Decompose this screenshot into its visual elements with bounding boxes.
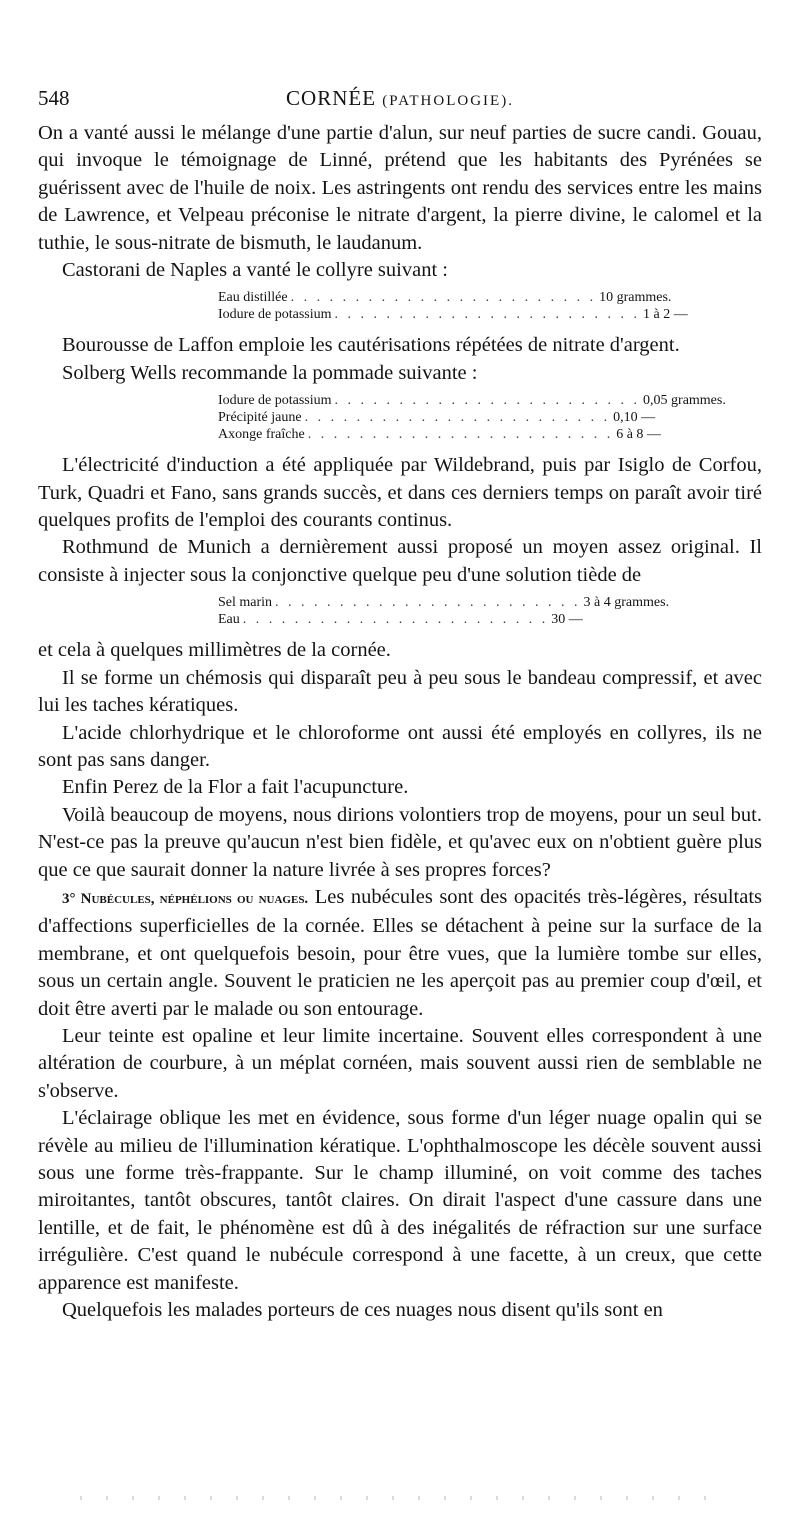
recipe-row: Précipité jaune . . . . . . . . . . . . . . . . . . . . . . . . 0,10 — <box>218 409 598 426</box>
paragraph: L'électricité d'induction a été appliquée par Wildebrand, puis par Isiglo de Corfou, Turk, Quadri et Fano, sans grands succès, et dans ces derniers temps on paraît avoir tiré quelques profits de l'emploi des courants continus. <box>38 454 762 532</box>
paragraph: Castorani de Naples a vanté le collyre suivant : <box>62 259 448 282</box>
recipe-row: Eau . . . . . . . . . . . . . . . . . . . . . . . . 30 — <box>218 611 598 628</box>
ingredient-quantity: 0,05 grammes. <box>643 393 726 409</box>
recipe-rothmund <box>218 594 670 628</box>
page-body <box>38 120 762 1324</box>
ingredient-quantity: 1 à 2 — <box>643 307 688 323</box>
section-paragraph <box>38 884 762 1023</box>
recipe-row: Iodure de potassium . . . . . . . . . . . . . . . . . . . . . . . . 1 à 2 — <box>218 306 598 323</box>
ingredient-name: Eau <box>218 612 240 628</box>
section-heading: 3° Nubécules, néphélions ou nuages. <box>62 890 309 907</box>
ingredient-name: Eau distillée <box>218 290 288 306</box>
paragraph: Rothmund de Munich a dernièrement aussi proposé un moyen assez original. Il consiste à injecter sous la conjonctive quelque peu d'une solution tiède de <box>38 536 762 586</box>
paragraph: Quelquefois les malades porteurs de ces nuages nous disent qu'ils sont en <box>62 1299 663 1322</box>
paragraph: Enfin Perez de la Flor a fait l'acupuncture. <box>62 776 409 799</box>
ingredient-name: Iodure de potassium <box>218 307 332 323</box>
paragraph: L'éclairage oblique les met en évidence, sous forme d'un léger nuage opalin qui se révèle au milieu de l'illumination kératique. L'ophthalmoscope les décèle souvent aussi sous une forme très-frappante. Sur le champ illuminé, on voit comme des taches miroitantes, tantôt obscures, tantôt claires. On dirait l'aspect d'une cassure dans une lentille, et de fait, le phénomène est dû à des inégalités de réfraction sur une surface irrégulière. C'est quand le nubécule correspond à une facette, à un creux, que cette apparence est manifeste. <box>38 1107 762 1294</box>
running-title-main: CORNÉE <box>286 86 377 110</box>
recipe-row: Axonge fraîche . . . . . . . . . . . . . . . . . . . . . . . . 6 à 8 — <box>218 426 598 443</box>
page-header <box>38 86 762 114</box>
ingredient-quantity: 6 à 8 — <box>616 427 661 443</box>
paragraph: Voilà beaucoup de moyens, nous dirions volontiers trop de moyens, pour un seul but. N'est-ce pas la preuve qu'aucun n'est bien fidèle, et qu'avec eux on n'obtient guère plus que ce que saurait donner la nature livrée à ses propres forces? <box>38 803 762 881</box>
paragraph: Leur teinte est opaline et leur limite incertaine. Souvent elles correspondent à une altération de courbure, à un méplat cornéen, mais souvent aussi rien de semblable ne s'observe. <box>38 1024 762 1102</box>
ingredient-name: Axonge fraîche <box>218 427 305 443</box>
paragraph: Il se forme un chémosis qui disparaît peu à peu sous le bandeau compressif, et avec lui les taches kératiques. <box>38 666 762 717</box>
paragraph: L'acide chlorhydrique et le chloroforme ont aussi été employés en collyres, ils ne sont pas sans danger. <box>38 721 762 771</box>
section-text: Les nubécules sont des opacités très-légères, résultats d'affections superficielles de la cornée. Elles se détachent à peine sur la surface de la membrane, et ont quelquefois besoin, pour être vues, que la lumière tombe sur elles, sous un certain angle. Souvent le praticien ne les aperçoit pas au premier coup d'œil, et doit être averti par le malade ou son entourage. <box>38 885 762 1020</box>
ingredient-quantity: 10 grammes. <box>599 290 672 306</box>
paragraph: Solberg Wells recommande la pommade suivante : <box>62 361 478 384</box>
recipe-castorani <box>218 289 688 323</box>
ingredient-quantity: 0,10 — <box>613 410 656 426</box>
ingredient-name: Précipité jaune <box>218 410 302 426</box>
paragraph: et cela à quelques millimètres de la cornée. <box>38 639 391 662</box>
running-title-section: (PATHOLOGIE). <box>382 93 514 109</box>
scan-noise <box>80 1496 720 1500</box>
recipe-row: Iodure de potassium . . . . . . . . . . . . . . . . . . . . . . . . 0,05 grammes. <box>218 392 598 409</box>
recipe-solberg-wells <box>218 392 726 443</box>
ingredient-name: Sel marin <box>218 595 273 611</box>
recipe-row: Eau distillée . . . . . . . . . . . . . . . . . . . . . . . . 10 grammes. <box>218 289 598 306</box>
ingredient-quantity: 30 — <box>551 612 583 628</box>
paragraph: On a vanté aussi le mélange d'une partie d'alun, sur neuf parties de sucre candi. Gouau, qui invoque le témoignage de Linné, prétend que les habitants des Pyrénées se guérissent avec de l'huile de noix. Les astringents ont rendu des services entre les mains de Lawrence, et Velpeau préconise le nitrate d'argent, la pierre divine, le calomel et la tuthie, le sous-nitrate de bismuth, le laudanum. <box>38 122 762 254</box>
page-number: 548 <box>38 86 70 110</box>
recipe-row: Sel marin . . . . . . . . . . . . . . . . . . . . . . . . 3 à 4 grammes. <box>218 594 598 611</box>
paragraph: Bourousse de Laffon emploie les cautérisations répétées de nitrate d'argent. <box>62 334 680 357</box>
running-title <box>38 86 762 111</box>
ingredient-name: Iodure de potassium <box>218 393 332 409</box>
ingredient-quantity: 3 à 4 grammes. <box>583 595 670 611</box>
